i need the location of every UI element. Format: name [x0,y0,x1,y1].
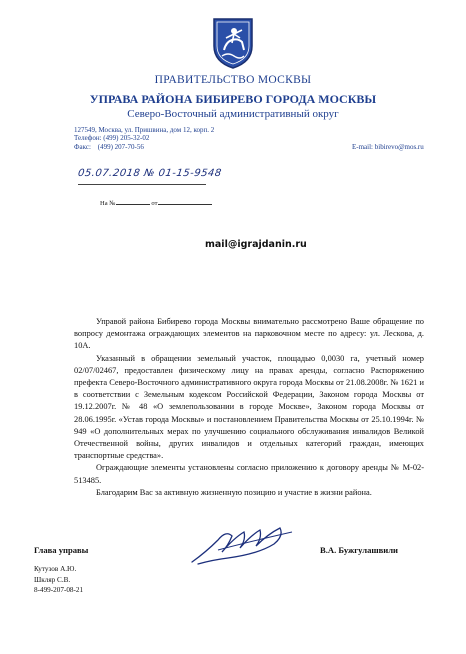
signatory-title: Глава управы [34,545,89,555]
contact-block [74,126,214,151]
body-paragraph: Ограждающие элементы установлены согласно приложению к договору аренды № М-02-513485. [74,463,424,485]
fax-line [74,143,214,151]
executor-phone: 8-499-207-08-21 [34,586,84,594]
email-line: E-mail: bibirevo@mos.ru [352,143,424,151]
signatory-name: В.А. Бужгулашвили [320,545,398,555]
date-underline [78,184,206,185]
recipient-email: mail@igrajdanin.ru [205,239,307,250]
phone-label: Телефон: [74,134,102,143]
fax-value: (499) 207-70-56 [97,142,144,151]
executor-line: Кутузов А.Ю. [34,565,77,573]
reference-from-blank [158,204,212,205]
handwritten-date-number: 05.07.2018 № 01-15-9548 [77,168,223,179]
reference-no-blank [116,204,150,205]
address-line: 127549, Москва, ул. Пришвина, дом 12, корп. 2 [74,126,215,134]
office-title: УПРАВА РАЙОНА БИБИРЕВО ГОРОДА МОСКВЫ [89,92,377,106]
district-title: Северо-Восточный административный округ [127,108,339,120]
fax-label: Факс: [74,142,91,151]
body-paragraph: Управой района Бибирево города Москвы внимательно рассмотрено Ваше обращение по вопросу демонтажа ограждающих элементов на парковочном месте по адресу: ул. Лескова, д. 10А. [74,317,424,351]
moscow-coat-of-arms-icon [212,16,254,70]
phone-line [74,134,214,142]
executor-block [34,564,83,596]
letter-body [74,316,424,499]
government-title: ПРАВИТЕЛЬСТВО МОСКВЫ [154,74,312,86]
reference-from-label: от [151,200,158,207]
executor-line: Шкляр С.В. [34,575,71,584]
body-paragraph: Благодарим Вас за активную жизненную позицию и участие в жизни района. [96,487,372,497]
body-paragraph: Указанный в обращении земельный участок, площадью 0,0030 га, учетный номер 02/07/02467, предоставлен физическому лицу на правах аренды, согласно Распоряжению префекта Северо-Восточного административного округа города Москвы от 21.08.2008г. № 1621 и в соответствии с Земельным кодексом Российской Федерации, Законом города Москвы от 19.12.2007г. № 48 «О землепользовании в городе Москве», Законом города Москвы от 28.06.1995г. «Устав города Москвы» и постановлением Правительства Москвы от 25.10.1994г. № 949 «О дополнительных мерах по улучшению социального обслуживания инвалидов Великой Отечественной войны, других инвалидов и отдельных категорий граждан, имеющих транспортные средства». [74,353,424,461]
reference-line [100,200,212,207]
handwritten-signature [188,522,298,568]
reference-no-label: На № [100,200,116,207]
phone-value: (499) 205-32-02 [103,134,150,143]
